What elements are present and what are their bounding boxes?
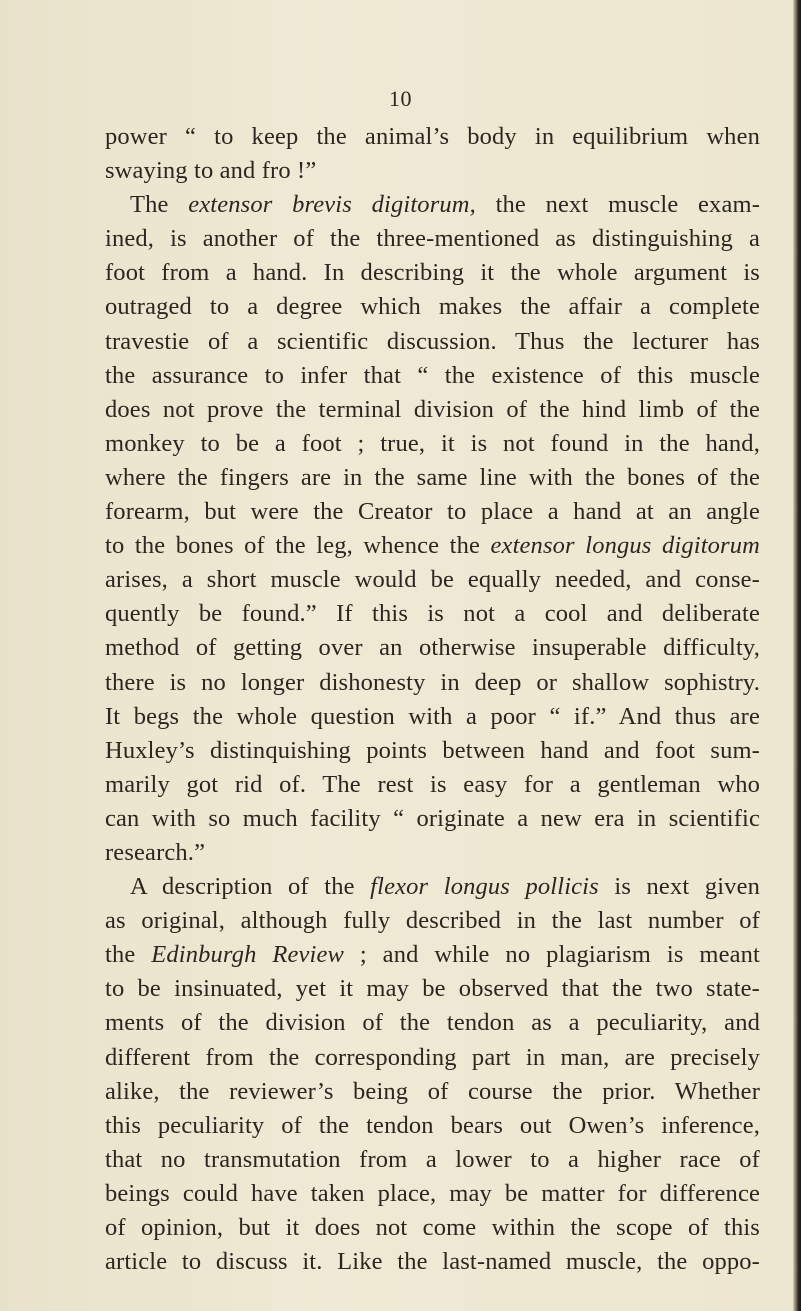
text-line bbox=[105, 1041, 760, 1075]
text-line bbox=[105, 972, 760, 1006]
text-line bbox=[105, 529, 760, 563]
text-run: method of getting over an otherwise insuperable difficulty, bbox=[105, 634, 760, 662]
text-line bbox=[105, 495, 760, 529]
text-run: Huxley’s distinquishing points between hand and foot sum- bbox=[105, 736, 760, 764]
text-run: alike, the reviewer’s being of course the prior. Whether bbox=[105, 1077, 760, 1105]
text-line bbox=[105, 325, 760, 359]
page-number: 10 bbox=[389, 86, 412, 111]
text-run: of opinion, but it does not come within the scope of this bbox=[105, 1214, 760, 1241]
text-line bbox=[105, 290, 760, 324]
text-run: to the bones of the leg, whence the bbox=[105, 532, 491, 560]
text-run: swaying to and fro !” bbox=[105, 157, 317, 185]
text-line bbox=[105, 563, 760, 597]
text-run: research.” bbox=[105, 838, 206, 866]
text-run: arises, a short muscle would be equally needed, and conse- bbox=[105, 566, 760, 594]
text-run: outraged to a degree which makes the affair a complete bbox=[105, 293, 760, 321]
text-line bbox=[105, 393, 760, 427]
text-line bbox=[105, 1075, 760, 1109]
text-run: The bbox=[130, 191, 189, 219]
text-line bbox=[105, 1109, 760, 1143]
text-run: It begs the whole question with a poor “ if.” And thus are bbox=[105, 702, 760, 730]
text-run: the assurance to infer that “ the existence of this muscle bbox=[105, 361, 760, 389]
text-run: forearm, but were the Creator to place a hand at an angle bbox=[105, 498, 760, 526]
page-edge-shadow bbox=[793, 0, 801, 1311]
text-line bbox=[105, 1006, 760, 1040]
text-line bbox=[105, 1211, 760, 1245]
text-line bbox=[105, 222, 760, 256]
text-run: power “ to keep the animal’s body in equilibrium when bbox=[105, 123, 760, 150]
italic-term: Edinburgh Review bbox=[151, 941, 344, 969]
text-run: monkey to be a foot ; true, it is not found in the hand, bbox=[105, 429, 760, 457]
text-run: as original, although fully described in the last number of bbox=[105, 907, 760, 935]
text-line bbox=[105, 700, 760, 734]
text-line bbox=[105, 427, 760, 461]
text-run: ined, is another of the three-mentioned as distinguishing a bbox=[105, 225, 760, 253]
text-line bbox=[105, 256, 760, 290]
text-line bbox=[105, 120, 760, 154]
text-run: the bbox=[105, 941, 152, 969]
text-run: marily got rid of. The rest is easy for a gentleman who bbox=[105, 770, 760, 798]
text-line bbox=[105, 938, 760, 972]
text-run: article to discuss it. Like the last-named muscle, the oppo- bbox=[105, 1248, 760, 1276]
text-run: to be insinuated, yet it may be observed that the two state- bbox=[105, 975, 760, 1003]
text-run: foot from a hand. In describing it the whole argument is bbox=[105, 259, 760, 287]
text-line bbox=[105, 461, 760, 495]
text-run: quently be found.” If this is not a cool and deliberate bbox=[105, 600, 760, 628]
text-line bbox=[105, 188, 760, 222]
text-run: A description of the bbox=[130, 873, 371, 901]
body-text bbox=[105, 120, 760, 1279]
text-run: is next given bbox=[598, 873, 760, 901]
text-line bbox=[105, 904, 760, 938]
text-run: there is no longer dishonesty in deep or shallow sophistry. bbox=[105, 668, 760, 696]
text-line bbox=[105, 768, 760, 802]
text-run: different from the corresponding part in man, are precisely bbox=[105, 1043, 760, 1071]
text-line bbox=[105, 734, 760, 768]
italic-term: extensor longus digitorum bbox=[490, 532, 760, 560]
text-line bbox=[105, 154, 760, 188]
text-run: can with so much facility “ originate a new era in scientific bbox=[105, 804, 760, 832]
text-run: that no transmutation from a lower to a higher race of bbox=[105, 1145, 760, 1173]
text-run: travestie of a scientific discussion. Thus the lecturer has bbox=[105, 327, 760, 355]
text-run: this peculiarity of the tendon bears out Owen’s inference, bbox=[105, 1111, 760, 1139]
text-line bbox=[105, 1143, 760, 1177]
text-line bbox=[105, 870, 760, 904]
italic-term: flexor longus pollicis bbox=[370, 873, 599, 901]
text-line bbox=[105, 597, 760, 631]
text-run: where the fingers are in the same line with the bones of the bbox=[105, 463, 760, 491]
text-line bbox=[105, 802, 760, 836]
italic-term: extensor brevis digitorum, bbox=[188, 191, 476, 219]
text-run: does not prove the terminal division of the hind limb of the bbox=[105, 395, 760, 423]
text-line bbox=[105, 1177, 760, 1211]
text-run: beings could have taken place, may be matter for difference bbox=[105, 1179, 760, 1207]
text-run: ments of the division of the tendon as a peculiarity, and bbox=[105, 1009, 760, 1037]
text-line bbox=[105, 1245, 760, 1279]
text-run: ; and while no plagiarism is meant bbox=[344, 941, 760, 969]
text-line bbox=[105, 359, 760, 393]
text-line bbox=[105, 836, 760, 870]
text-line bbox=[105, 666, 760, 700]
text-line bbox=[105, 631, 760, 665]
text-run: the next muscle exam- bbox=[475, 191, 761, 219]
